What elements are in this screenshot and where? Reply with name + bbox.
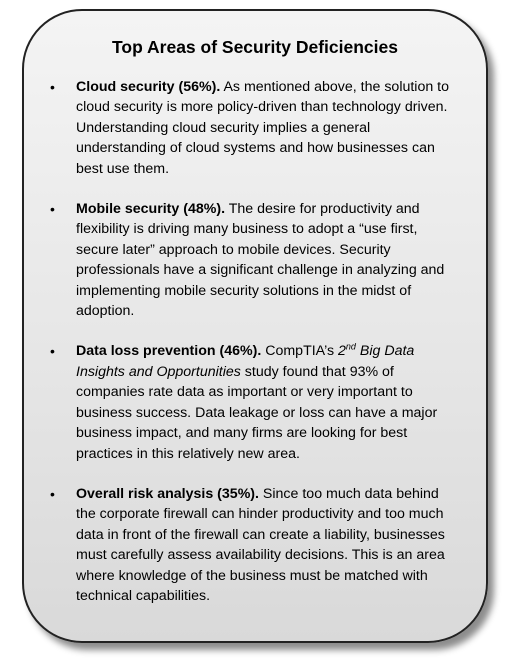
item-text: The desire for productivity and flexibility is driving many business to adopt a “use first, secure later” approach to mobile devices. Security professionals have a significant challenge in analyzing and implementing mobile security solutions in the midst of adoption. xyxy=(76,201,445,320)
study-ordinal-suffix: nd xyxy=(345,341,356,352)
list-item-cloud-security xyxy=(50,77,456,179)
list-item-mobile-security xyxy=(50,199,456,321)
item-heading: Cloud security (56%). xyxy=(76,79,221,95)
item-heading: Mobile security (48%). xyxy=(76,201,226,218)
callout-box xyxy=(22,9,488,643)
deficiency-list xyxy=(50,77,456,626)
bullet-icon: • xyxy=(50,79,55,95)
study-number: 2 xyxy=(338,343,346,360)
list-item-data-loss-prevention xyxy=(50,341,456,463)
bullet-icon: • xyxy=(50,201,55,218)
item-heading: Overall risk analysis (35%). xyxy=(76,485,259,502)
list-item-overall-risk-analysis xyxy=(50,484,456,606)
bullet-icon: • xyxy=(50,343,55,360)
item-text: Since too much data behind the corporate firewall can hinder productivity and too much data in front of the firewall can create a liability, businesses must carefully assess availability decisions. This is an area where knowledge of the business must be matched with technical capabilities. xyxy=(76,485,445,604)
item-text: As mentioned above, the solution to cloud security is more policy-driven than technology driven. Understanding cloud security implies a general understanding of cloud systems and how businesses can best use them. xyxy=(76,79,450,177)
item-text-before: CompTIA’s xyxy=(261,343,339,360)
study-title: Big Data Insights and Opportunities xyxy=(76,343,415,380)
box-title: Top Areas of Security Deficiencies xyxy=(112,37,398,57)
item-heading: Data loss prevention (46%). xyxy=(76,343,262,360)
item-text-after: study found that 93% of companies rate data as important or very important to business success. Data leakage or loss can have a major business impact, and many firms are looking for best practices in this relatively new area. xyxy=(76,363,438,462)
bullet-icon: • xyxy=(50,485,55,502)
